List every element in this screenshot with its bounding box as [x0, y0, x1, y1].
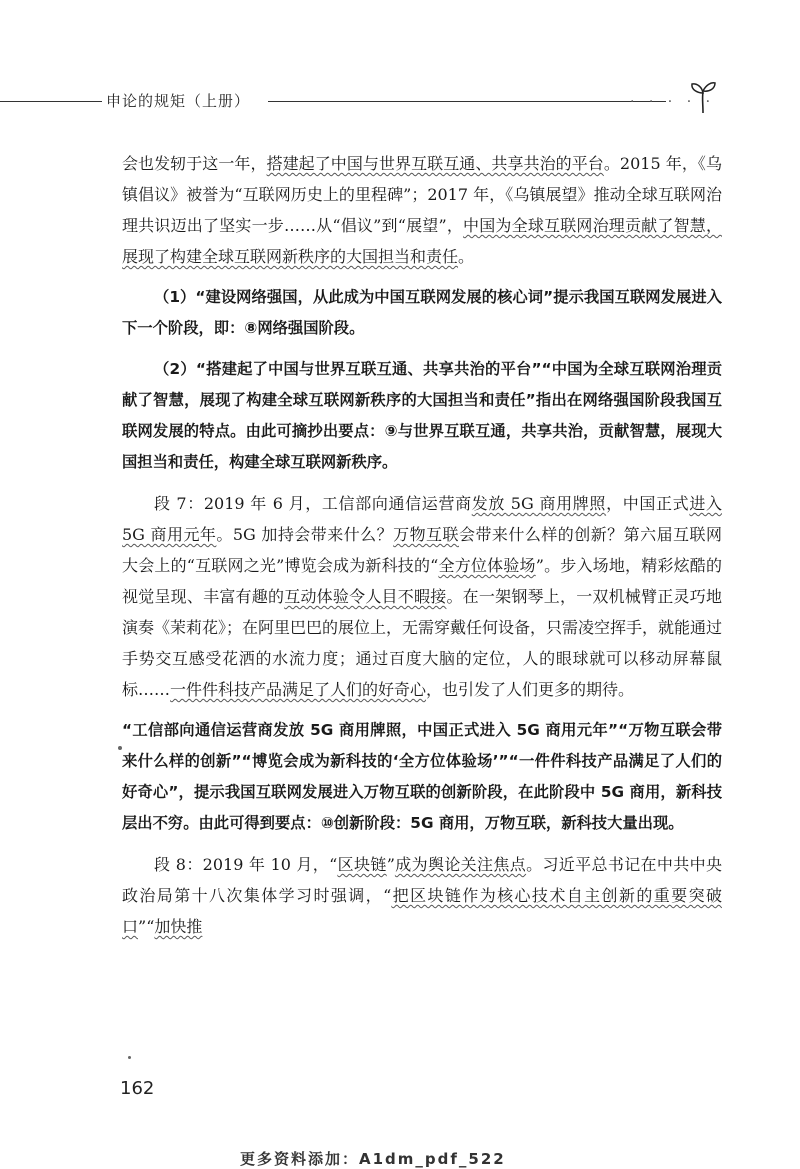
- underlined-phrase: 全方位体验场: [438, 556, 536, 575]
- page-number: 162: [120, 1078, 155, 1099]
- analysis-paragraph: [122, 715, 722, 839]
- paragraph: [122, 488, 722, 705]
- text-run: ”: [386, 855, 395, 874]
- underlined-phrase: 区块链: [337, 855, 387, 874]
- header-title: 申论的规矩（上册）: [106, 92, 251, 110]
- header-rule-left: [0, 101, 102, 102]
- underlined-phrase: 发放 5G 商用牌照: [471, 494, 607, 513]
- underlined-phrase: 互动体验令人目不暇接: [284, 587, 447, 606]
- text-run: 。习近平总书记在中共中央政治局第十八次集体学习时强调，“: [122, 855, 722, 905]
- text-run: （2）“搭建起了中国与世界互联互通、共享共治的平台”“中国为全球互联网治理贡献了智慧，展现了构建全球互联网新秩序的大国担当和责任”指出在网络强国阶段我国互联网发展的特点。由此可摘抄出要点：⑨与世界互联互通，共享共治，贡献智慧，展现大国担当和责任，构建全球互联网新秩序。: [122, 360, 722, 471]
- underlined-phrase: 成为舆论关注焦点: [394, 855, 527, 874]
- analysis-paragraph: [122, 282, 722, 344]
- underlined-phrase: 中国为全球互联网治理贡献了智慧，展现了构建全球互联网新秩序的大国担当和责任: [122, 216, 722, 266]
- page-body: [122, 148, 722, 942]
- text-run: ”“: [138, 917, 155, 936]
- text-run: 。5G 加持会带来什么？: [216, 525, 394, 544]
- text-run: 会带来什么样的创新？第六届互联网大会上的“互联网之光”博览会成为新科技的“: [122, 525, 722, 575]
- header-dots: · · · · ·: [630, 94, 716, 110]
- header-rule-right: [268, 101, 666, 102]
- underlined-phrase: 把区块链作为核心技术自主创新的重要突破口: [122, 886, 722, 936]
- text-run: 。在一架钢琴上，一双机械臂正灵巧地演奏《茉莉花》；在阿里巴巴的展位上，无需穿戴任何设备，只需凌空挥手，就能通过手势交互感受花洒的水流力度；通过百度大脑的定位，人的眼球就可以移动屏幕鼠标……: [122, 587, 723, 699]
- text-run: “工信部向通信运营商发放 5G 商用牌照，中国正式进入 5G 商用元年”“万物互联会带来什么样的创新”“博览会成为新科技的‘全方位体验场’”“一件件科技产品满足了人们的好奇心”，提示我国互联网发展进入万物互联的创新阶段，在此阶段中 5G 商用，新科技层出不穷。由此可得到要点：⑩创新阶段：5G 商用，万物互联，新科技大量出现。: [122, 721, 722, 832]
- text-run: （1）“建设网络强国，从此成为中国互联网发展的核心词”提示我国互联网发展进入下一个阶段，即：⑧网络强国阶段。: [122, 288, 722, 337]
- text-run: 。2015 年，《乌镇倡议》被誉为“互联网历史上的里程碑”；2017 年，《乌镇展望》推动全球互联网治理共识迈出了坚实一步……从“倡议”到“展望”，: [122, 154, 722, 235]
- paragraph: [122, 148, 722, 272]
- underlined-phrase: 搭建起了中国与世界互联互通、共享共治的平台: [266, 154, 604, 173]
- text-run: ，也引发了人们更多的期待。: [426, 680, 635, 699]
- sprout-icon: [688, 80, 718, 114]
- underlined-phrase: 一件件科技产品满足了人们的好奇心: [170, 680, 427, 699]
- scan-speck: [118, 746, 122, 750]
- text-run: 段 8：2019 年 10 月，“: [154, 855, 338, 874]
- underlined-phrase: 万物互联: [393, 525, 459, 544]
- text-run: ，中国正式: [606, 494, 690, 513]
- scan-speck: [128, 1056, 131, 1059]
- running-header: [0, 88, 800, 116]
- text-run: 段 7：2019 年 6 月，工信部向通信运营商: [154, 494, 472, 513]
- underlined-phrase: 进入 5G 商用元年: [122, 494, 722, 544]
- text-run: 会也发轫于这一年，: [122, 154, 267, 173]
- analysis-paragraph: [122, 354, 722, 478]
- paragraph: [122, 849, 722, 942]
- text-run: 。: [458, 247, 475, 266]
- underlined-phrase: 加快推: [154, 917, 203, 936]
- footer-watermark: 更多资料添加：A1dm_pdf_522: [240, 1150, 506, 1168]
- text-run: ”。步入场地，精彩炫酷的视觉呈现、丰富有趣的: [122, 556, 722, 606]
